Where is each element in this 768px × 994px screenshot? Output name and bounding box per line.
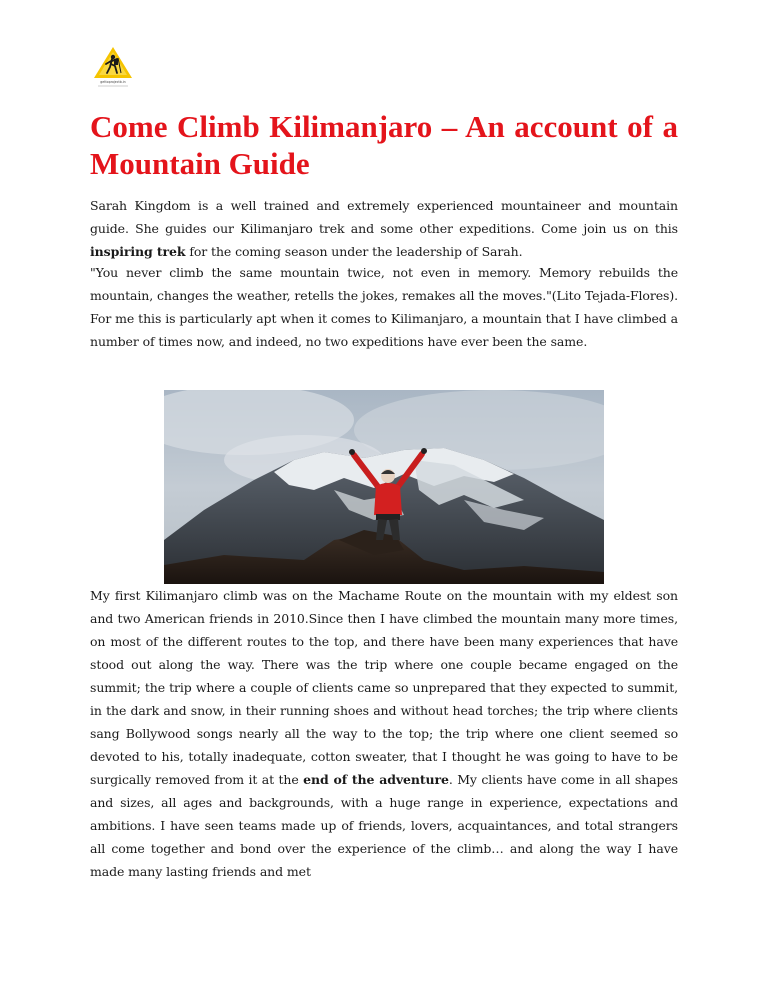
intro-text-start: Sarah Kingdom is a well trained and extremely experienced mountaineer and mountain guide. She guides our Kilimanjaro trek and some other expeditions. Come join us on this (90, 198, 678, 236)
quote-paragraph: "You never climb the same mountain twice, not even in memory. Memory rebuilds the mountain, changes the weather, retells the jokes, remakes all the moves."(Lito Tejada-Flores). For me this is particularly apt when it comes to Kilimanjaro, a mountain that I have climbed a number of times now, and indeed, no two expeditions have ever been the same. (90, 265, 678, 349)
intro-text-end: for the coming season under the leadership of Sarah. (185, 244, 523, 259)
story-paragraph (90, 584, 678, 883)
logo-text: gettoprojectb.in (100, 80, 126, 84)
inspiring-trek-link[interactable]: inspiring trek (90, 244, 186, 259)
intro-paragraph (90, 194, 678, 263)
site-logo[interactable] (90, 44, 136, 90)
hiker-triangle-logo-icon (90, 44, 136, 90)
story-text-start: My first Kilimanjaro climb was on the Machame Route on the mountain with my eldest son and two American friends in 2010.Since then I have climbed the mountain many more times, on most of the different routes to the top, and there have been many experiences that have stood out along the way. There was the trip where one couple became engaged on the summit; the trip where a couple of clients came so unprepared that they expected to summit, in the dark and snow, in their running shoes and without head torches; the trip where clients sang Bollywood songs nearly all the way to the top; the trip where one client seemed so devoted to his, totally inadequate, cotton sweater, that I thought he was going to have to be surgically removed from it at the (90, 588, 678, 787)
climber-on-summit-photo (164, 390, 604, 584)
end-of-adventure-link[interactable]: end of the adventure (303, 772, 449, 787)
story-text-end: . My clients have come in all shapes and sizes, all ages and backgrounds, with a huge range in experience, expectations and ambitions. I have seen teams made up of friends, lovers, acquaintances, and total strangers all come together and bond over the experience of the climb… and along the way I have made many lasting friends and met (90, 772, 678, 879)
climber-photo (164, 390, 604, 584)
article-title: Come Climb Kilimanjaro – An account of a Mountain Guide (90, 109, 678, 181)
